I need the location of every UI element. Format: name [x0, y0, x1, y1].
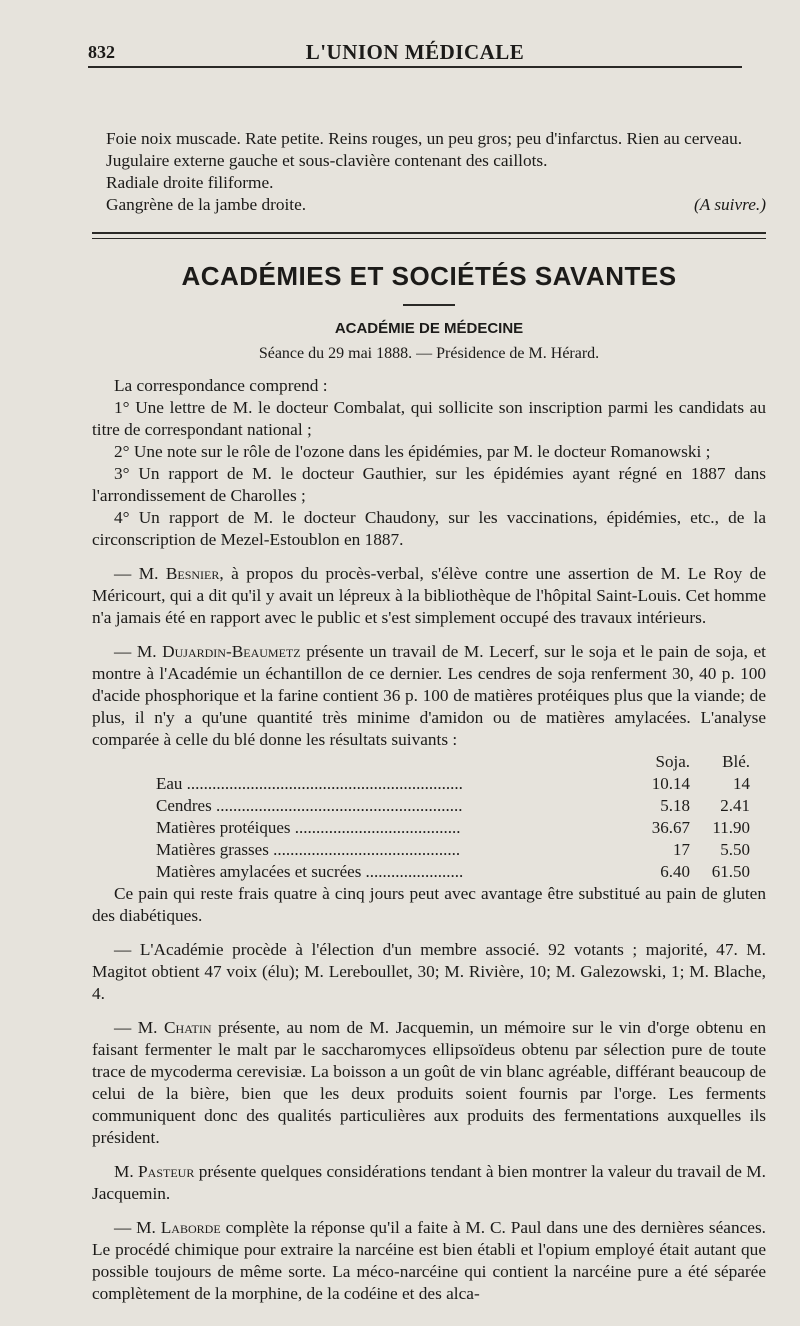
table-row: [156, 839, 750, 861]
paragraph-pasteur: [92, 1161, 766, 1205]
composition-table: [156, 751, 750, 883]
autopsy-line-1: Foie noix muscade. Rate petite. Reins rouges, un peu gros; peu d'infarctus. Rien au cerveau.: [106, 129, 743, 148]
paragraph-besnier: [92, 563, 766, 629]
previous-article-end: [92, 128, 766, 216]
paragraph-chatin: [92, 1017, 766, 1149]
paragraph-laborde: [92, 1217, 766, 1305]
session-line: Séance du 29 mai 1888. — Présidence de M. Hérard.: [258, 345, 600, 362]
ble-value: 2.41: [720, 796, 750, 815]
row-label: Matières grasses ............................................: [156, 840, 461, 859]
text-besnier: à propos du procès-verbal, s'élève contre une assertion de M. Le Roy de Méricourt, qui a dit qu'il y avait un lépreux à la bibliothèque de l'hôpital Saint-Louis. Cet homme n'a jamais été en rapport avec le public et s'est simplement occupé des travaux intérieurs.: [92, 564, 766, 627]
speaker-dujardin: — M. Dujardin-Beaumetz: [114, 642, 301, 661]
autopsy-line-4-text: Gangrène de la jambe droite.: [106, 195, 307, 214]
col-ble-header: Blé.: [722, 752, 750, 771]
to-be-continued: (A suivre.): [694, 195, 766, 214]
section-divider-thin: [92, 238, 766, 239]
section-title: ACADÉMIES ET SOCIÉTÉS SAVANTES: [181, 261, 677, 291]
paragraph-item-2: 2° Une note sur le rôle de l'ozone dans les épidémies, par M. le docteur Romanowski ;: [114, 442, 711, 461]
speaker-pasteur: M. Pasteur: [114, 1162, 195, 1181]
paragraph-item-4: 4° Un rapport de M. le docteur Chaudony, sur les vaccinations, épidémies, etc., de la circonscription de Mezel-Estoublon en 1887.: [92, 508, 766, 549]
text-pasteur: présente quelques considérations tendant à bien montrer la valeur du travail de M. Jacquemin.: [92, 1162, 766, 1203]
ble-value: 61.50: [711, 862, 750, 881]
col-soja-header: Soja.: [655, 752, 690, 771]
soja-value: 10.14: [651, 774, 690, 793]
autopsy-line-3: Radiale droite filiforme.: [106, 173, 274, 192]
paragraph-item-3: 3° Un rapport de M. le docteur Gauthier, sur les épidémies ayant régné en 1887 dans l'arrondissement de Charolles ;: [92, 464, 766, 505]
speaker-laborde: — M. Laborde: [114, 1218, 221, 1237]
speaker-chatin: — M. Chatin: [114, 1018, 212, 1037]
table-header-row: [156, 751, 750, 773]
soja-value: 17: [673, 840, 690, 859]
title-rule: [403, 304, 455, 306]
soja-value: 5.18: [660, 796, 690, 815]
paragraph-dujardin: [92, 641, 766, 751]
table-row: [156, 817, 750, 839]
running-header: [88, 40, 742, 68]
text-dujardin: présente un travail de M. Lecerf, sur le soja et le pain de soja, et montre à l'Académie un échantillon de ce dernier. Les cendres de soja renferment 30, 40 p. 100 d'acide phosphorique et la farine contient 36 p. 100 de matières protéiques plus que la viande; de plus, il n'y a qu'une quantité très minime d'amidon ou de matières amylacées. L'analyse comparée à celle du blé donne les résultats suivants :: [92, 642, 766, 749]
soja-value: 36.67: [651, 818, 690, 837]
ble-value: 11.90: [712, 818, 750, 837]
paragraph-item-1: 1° Une lettre de M. le docteur Combalat, qui sollicite son inscription parmi les candidats au titre de correspondant national ;: [92, 398, 766, 439]
autopsy-line-4: [106, 194, 766, 216]
paragraph-pain: Ce pain qui reste frais quatre à cinq jours peut avec avantage être substitué au pain de gluten des diabétiques.: [92, 884, 766, 925]
soja-value: 6.40: [660, 862, 690, 881]
row-label: Eau .................................................................: [156, 774, 463, 793]
text-laborde: complète la réponse qu'il a faite à M. C. Paul dans une des dernières séances. Le procédé chimique pour extraire la narcéine est bien établi et l'opium employé était autant que possible toujours de même sorte. La méco-narcéine qui contient la narcéine pure a été séparée complètement de la morphine, de la codéine et des alca-: [92, 1218, 767, 1303]
row-label: Matières protéiques .......................................: [156, 818, 461, 837]
table-row: [156, 861, 750, 883]
table-row: [156, 773, 750, 795]
ble-value: 5.50: [720, 840, 750, 859]
text-chatin: présente, au nom de M. Jacquemin, un mémoire sur le vin d'orge obtenu en faisant fermenter le malt par le saccharomyces ellipsoïdeus obtenu par sélection pure de toute trace de mycoderma cerevisiæ. La boisson a un goût de vin blanc agréable, différant beaucoup de celui de la bière, bien que les deux produits soient fournis par l'orge. Les ferments communiquent donc des qualités particulières aux produits des fermentations auxquelles ils président.: [92, 1018, 766, 1147]
page-number: 832: [88, 42, 115, 62]
table-row: [156, 795, 750, 817]
academy-name: ACADÉMIE DE MÉDECINE: [334, 320, 524, 337]
paragraph-election: — L'Académie procède à l'élection d'un membre associé. 92 votants ; majorité, 47. M. Magitot obtient 47 voix (élu); M. Lereboullet, 30; M. Rivière, 10; M. Galezowski, 1; M. Blache, 4.: [92, 940, 766, 1003]
ble-value: 14: [733, 774, 750, 793]
row-label: Cendres ..........................................................: [156, 796, 463, 815]
section-divider: [92, 232, 766, 234]
paragraph-correspondance: La correspondance comprend :: [114, 376, 328, 395]
speaker-besnier: — M. Besnier,: [114, 564, 224, 583]
journal-title: L'UNION MÉDICALE: [305, 40, 525, 64]
row-label: Matières amylacées et sucrées .......................: [156, 862, 464, 881]
autopsy-line-2: Jugulaire externe gauche et sous-clavière contenant des caillots.: [106, 151, 548, 170]
